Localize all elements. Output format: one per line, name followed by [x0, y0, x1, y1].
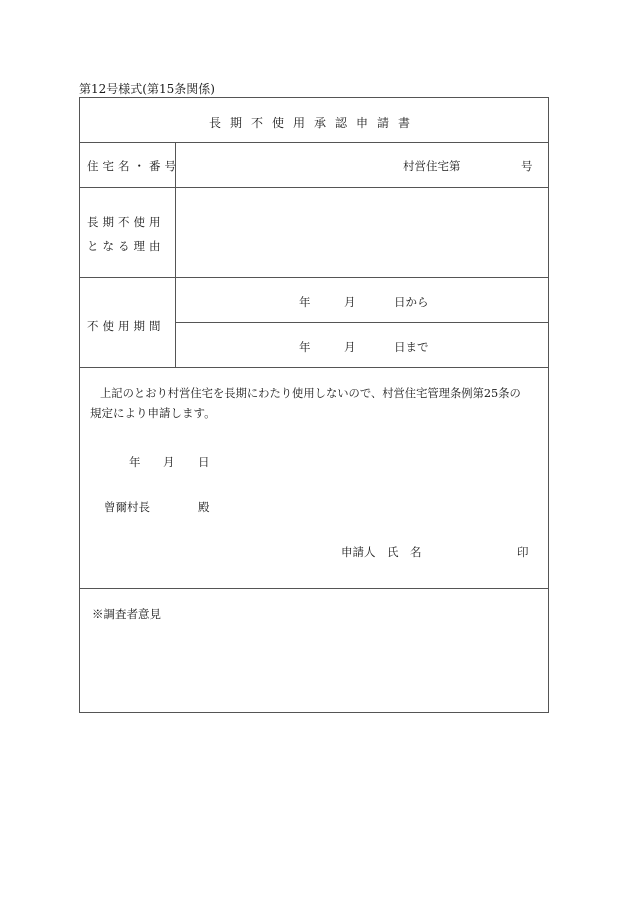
inspector-opinion-label: ※調査者意見 — [92, 607, 161, 621]
period-to-month: 月 — [344, 340, 356, 354]
application-date-year: 年 — [129, 455, 141, 469]
period-to-year: 年 — [299, 340, 311, 354]
divider-residence — [80, 187, 548, 188]
application-date-day: 日 — [198, 455, 210, 469]
divider-reason — [80, 277, 548, 278]
applicant-label: 申請人 — [341, 545, 376, 559]
period-to-day: 日まで — [394, 340, 429, 354]
reason-label-line2: となる理由 — [87, 239, 165, 253]
divider-statement — [80, 588, 548, 589]
residence-label: 住宅名・番号 — [87, 159, 180, 173]
period-label: 不使用期間 — [87, 319, 165, 333]
period-from-year: 年 — [299, 295, 311, 309]
addressee: 曾爾村長 — [104, 500, 150, 514]
residence-value-prefix: 村営住宅第 — [403, 159, 461, 173]
seal-mark: 印 — [517, 545, 529, 559]
statement-line2: 規定により申請します。 — [90, 406, 216, 420]
divider-period-inner — [175, 322, 548, 323]
form-number: 第12号様式(第15条関係) — [79, 82, 215, 96]
period-from-month: 月 — [344, 295, 356, 309]
label-column-divider — [175, 142, 176, 367]
period-from-day: 日から — [394, 295, 429, 309]
residence-value-suffix: 号 — [521, 159, 533, 173]
reason-label-line1: 長期不使用 — [87, 215, 165, 229]
application-form — [79, 97, 549, 713]
divider-period — [80, 367, 548, 368]
application-date-month: 月 — [163, 455, 175, 469]
applicant-name-label: 氏 名 — [387, 545, 422, 559]
statement-line1: 上記のとおり村営住宅を長期にわたり使用しないので、村営住宅管理条例第25条の — [100, 387, 521, 400]
inspector-opinion-value[interactable] — [92, 628, 532, 698]
addressee-honorific: 殿 — [198, 500, 210, 514]
divider-title — [80, 142, 548, 143]
form-title: 長期不使用承認申請書 — [208, 116, 419, 130]
reason-value[interactable] — [185, 214, 540, 264]
